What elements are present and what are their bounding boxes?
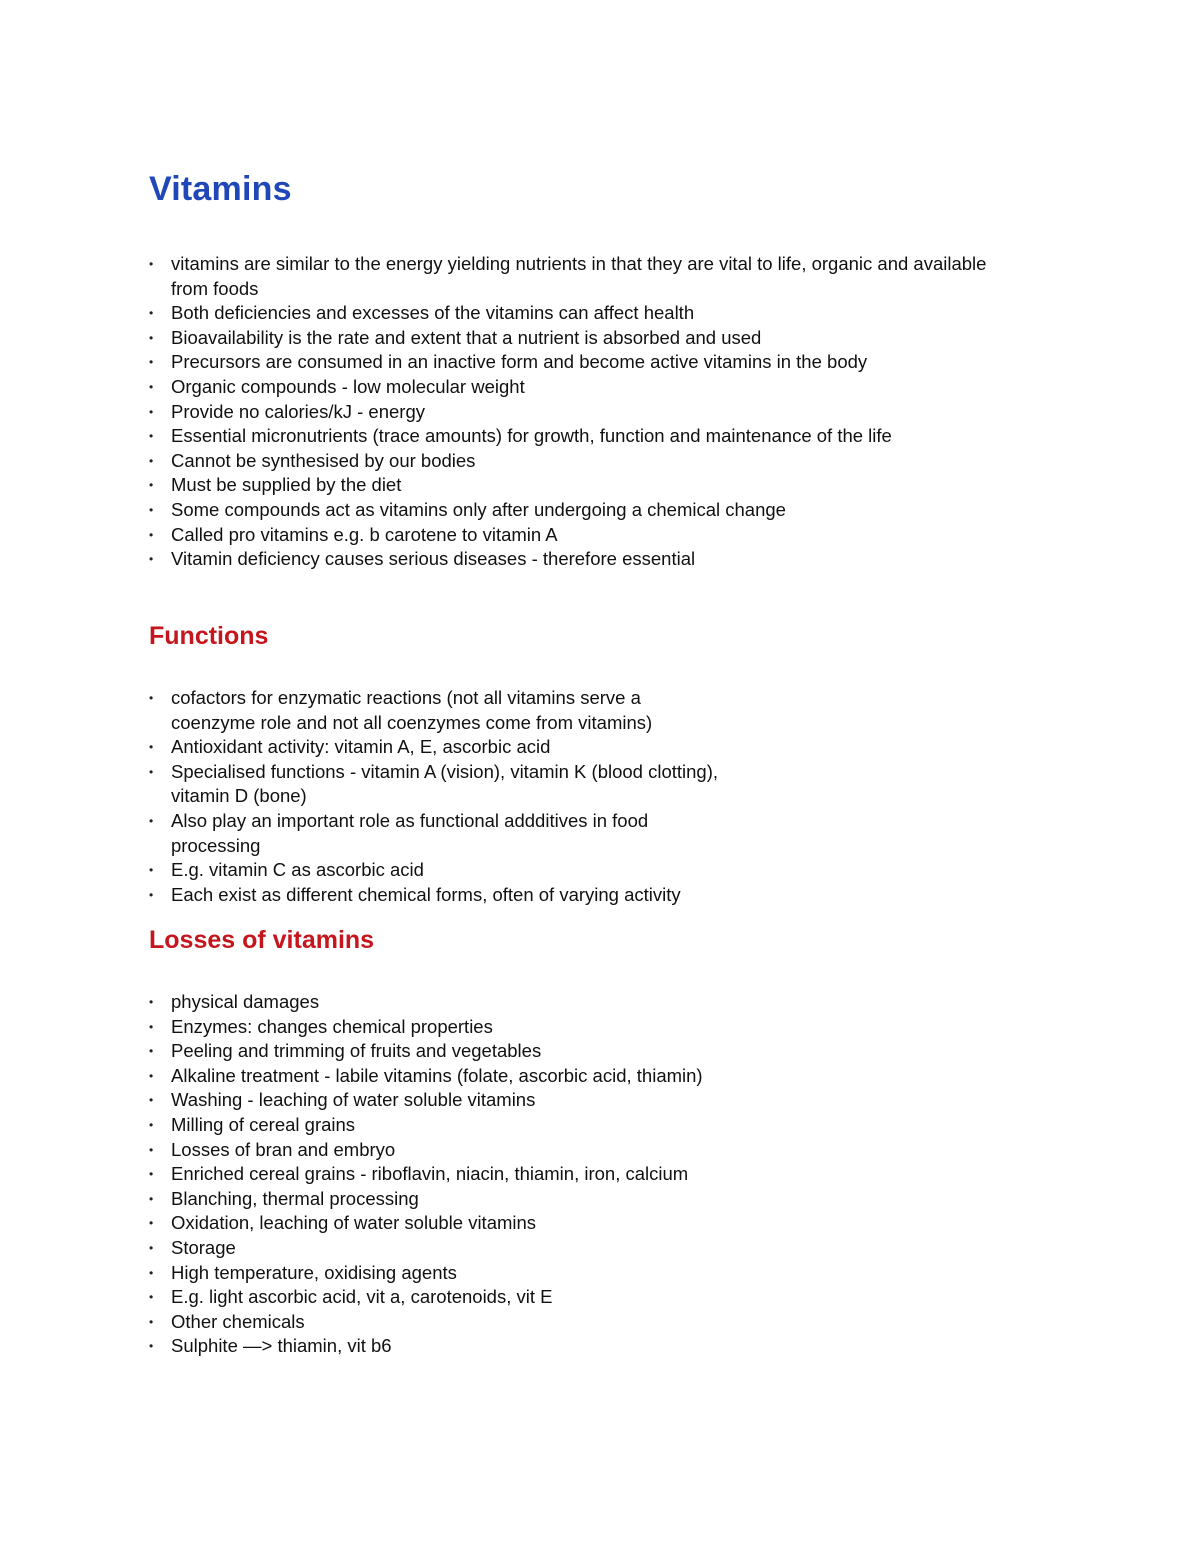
list-item: [0, 1138, 900, 1163]
bullet-icon: •: [149, 1068, 154, 1083]
list-item: [0, 735, 720, 760]
list-item-text: physical damages: [171, 991, 320, 1012]
list-item-text: Vitamin deficiency causes serious diseases - therefore essential: [171, 548, 696, 570]
list-item-text: Specialised functions - vitamin A (vision), vitamin K (blood clotting), vitamin D (bone): [171, 760, 719, 807]
bullet-icon: •: [149, 1019, 154, 1034]
bullet-icon: •: [149, 1191, 154, 1206]
bullet-icon: •: [149, 740, 154, 755]
losses-bullet-list: [0, 990, 900, 1359]
list-item-text: vitamins are similar to the energy yielding nutrients in that they are vital to life, organic and available from foods: [171, 253, 987, 299]
list-item-text: Some compounds act as vitamins only after undergoing a chemical change: [171, 498, 786, 520]
list-item-text: Cannot be synthesised by our bodies: [171, 449, 476, 471]
list-item-text: Both deficiencies and excesses of the vitamins can affect health: [171, 302, 695, 324]
list-item-text: Washing - leaching of water soluble vitamins: [171, 1089, 536, 1111]
list-item-text: Precursors are consumed in an inactive form and become active vitamins in the body: [171, 351, 868, 373]
list-item: [0, 1015, 900, 1040]
list-item-text: Losses of bran and embryo: [171, 1138, 396, 1160]
bullet-icon: •: [149, 478, 154, 493]
list-item: [0, 1261, 900, 1286]
list-item: [0, 990, 900, 1015]
list-item-text: Oxidation, leaching of water soluble vitamins: [171, 1212, 537, 1234]
bullet-icon: •: [149, 502, 154, 517]
list-item: [0, 1310, 900, 1335]
list-item: [0, 400, 1010, 425]
bullet-icon: •: [149, 1117, 154, 1132]
list-item: [0, 424, 1010, 449]
list-item: [0, 809, 720, 858]
bullet-icon: •: [149, 257, 154, 271]
list-item-text: Alkaline treatment - labile vitamins (folate, ascorbic acid, thiamin): [171, 1064, 703, 1086]
list-item-text: High temperature, oxidising agents: [171, 1261, 457, 1283]
bullet-icon: •: [149, 1290, 154, 1305]
bullet-icon: •: [149, 355, 154, 370]
bullet-icon: •: [149, 429, 154, 444]
list-item: [0, 301, 1010, 326]
list-item: [0, 1039, 900, 1064]
bullet-icon: •: [149, 1216, 154, 1231]
bullet-icon: •: [149, 1339, 154, 1354]
list-item: [0, 1064, 900, 1089]
list-item: [0, 1162, 900, 1187]
list-item-text: Bioavailability is the rate and extent that a nutrient is absorbed and used: [171, 326, 762, 348]
bullet-icon: •: [149, 330, 154, 345]
list-item: [0, 350, 1010, 375]
list-item-text: E.g. light ascorbic acid, vit a, carotenoids, vit E: [171, 1286, 553, 1308]
bullet-icon: •: [149, 404, 154, 419]
list-item-text: Each exist as different chemical forms, often of varying activity: [171, 883, 681, 905]
bullet-icon: •: [149, 1044, 154, 1059]
bullet-icon: •: [149, 1093, 154, 1108]
list-item: [0, 326, 1010, 351]
list-item: [0, 1236, 900, 1261]
bullet-icon: •: [149, 1240, 154, 1255]
bullet-icon: •: [149, 453, 154, 468]
functions-bullet-list: [0, 686, 720, 907]
list-item-text: Milling of cereal grains: [171, 1113, 356, 1135]
bullet-icon: •: [149, 527, 154, 542]
bullet-icon: •: [149, 995, 154, 1009]
bullet-icon: •: [149, 1142, 154, 1157]
list-item-text: Other chemicals: [171, 1310, 305, 1332]
bullet-icon: •: [149, 1167, 154, 1182]
list-item: [0, 686, 720, 735]
bullet-icon: •: [149, 691, 154, 705]
bullet-icon: •: [149, 379, 154, 394]
vitamins-heading: Vitamins: [149, 170, 292, 208]
list-item: [0, 1334, 900, 1359]
list-item-text: Storage: [171, 1236, 236, 1258]
list-item-text: Blanching, thermal processing: [171, 1187, 419, 1209]
bullet-icon: •: [149, 887, 154, 902]
bullet-icon: •: [149, 813, 154, 828]
list-item: [0, 523, 1010, 548]
list-item: [0, 883, 720, 908]
list-item: [0, 1211, 900, 1236]
list-item-text: E.g. vitamin C as ascorbic acid: [171, 859, 424, 881]
bullet-icon: •: [149, 764, 154, 779]
bullet-icon: •: [149, 863, 154, 878]
list-item: [0, 473, 1010, 498]
bullet-icon: •: [149, 306, 154, 321]
list-item-text: Enzymes: changes chemical properties: [171, 1015, 493, 1037]
list-item-text: Must be supplied by the diet: [171, 474, 402, 496]
list-item: [0, 375, 1010, 400]
list-item-text: Called pro vitamins e.g. b carotene to vitamin A: [171, 523, 558, 545]
list-item-text: Antioxidant activity: vitamin A, E, ascorbic acid: [171, 736, 551, 758]
functions-heading: Functions: [149, 622, 269, 650]
list-item-text: Sulphite —> thiamin, vit b6: [171, 1335, 392, 1357]
bullet-icon: •: [149, 1314, 154, 1329]
vitamins-bullet-list: [0, 252, 1010, 572]
list-item: [0, 858, 720, 883]
list-item: [0, 1285, 900, 1310]
list-item: [0, 760, 720, 809]
list-item: [0, 547, 1010, 572]
list-item: [0, 498, 1010, 523]
list-item-text: Peeling and trimming of fruits and vegetables: [171, 1040, 542, 1062]
bullet-icon: •: [149, 552, 154, 567]
list-item-text: Also play an important role as functional addditives in food processing: [171, 809, 649, 856]
list-item-text: Essential micronutrients (trace amounts) for growth, function and maintenance of the life: [171, 425, 892, 447]
list-item-text: Provide no calories/kJ - energy: [171, 400, 425, 422]
losses-heading: Losses of vitamins: [149, 926, 375, 954]
list-item: [0, 1088, 900, 1113]
bullet-icon: •: [149, 1265, 154, 1280]
list-item: [0, 1187, 900, 1212]
list-item: [0, 1113, 900, 1138]
list-item-text: Enriched cereal grains - riboflavin, niacin, thiamin, iron, calcium: [171, 1163, 689, 1185]
list-item-text: Organic compounds - low molecular weight: [171, 375, 525, 397]
list-item: [0, 252, 1010, 301]
list-item: [0, 449, 1010, 474]
list-item-text: cofactors for enzymatic reactions (not all vitamins serve a coenzyme role and not all coenzymes come from vitamins): [171, 687, 653, 733]
